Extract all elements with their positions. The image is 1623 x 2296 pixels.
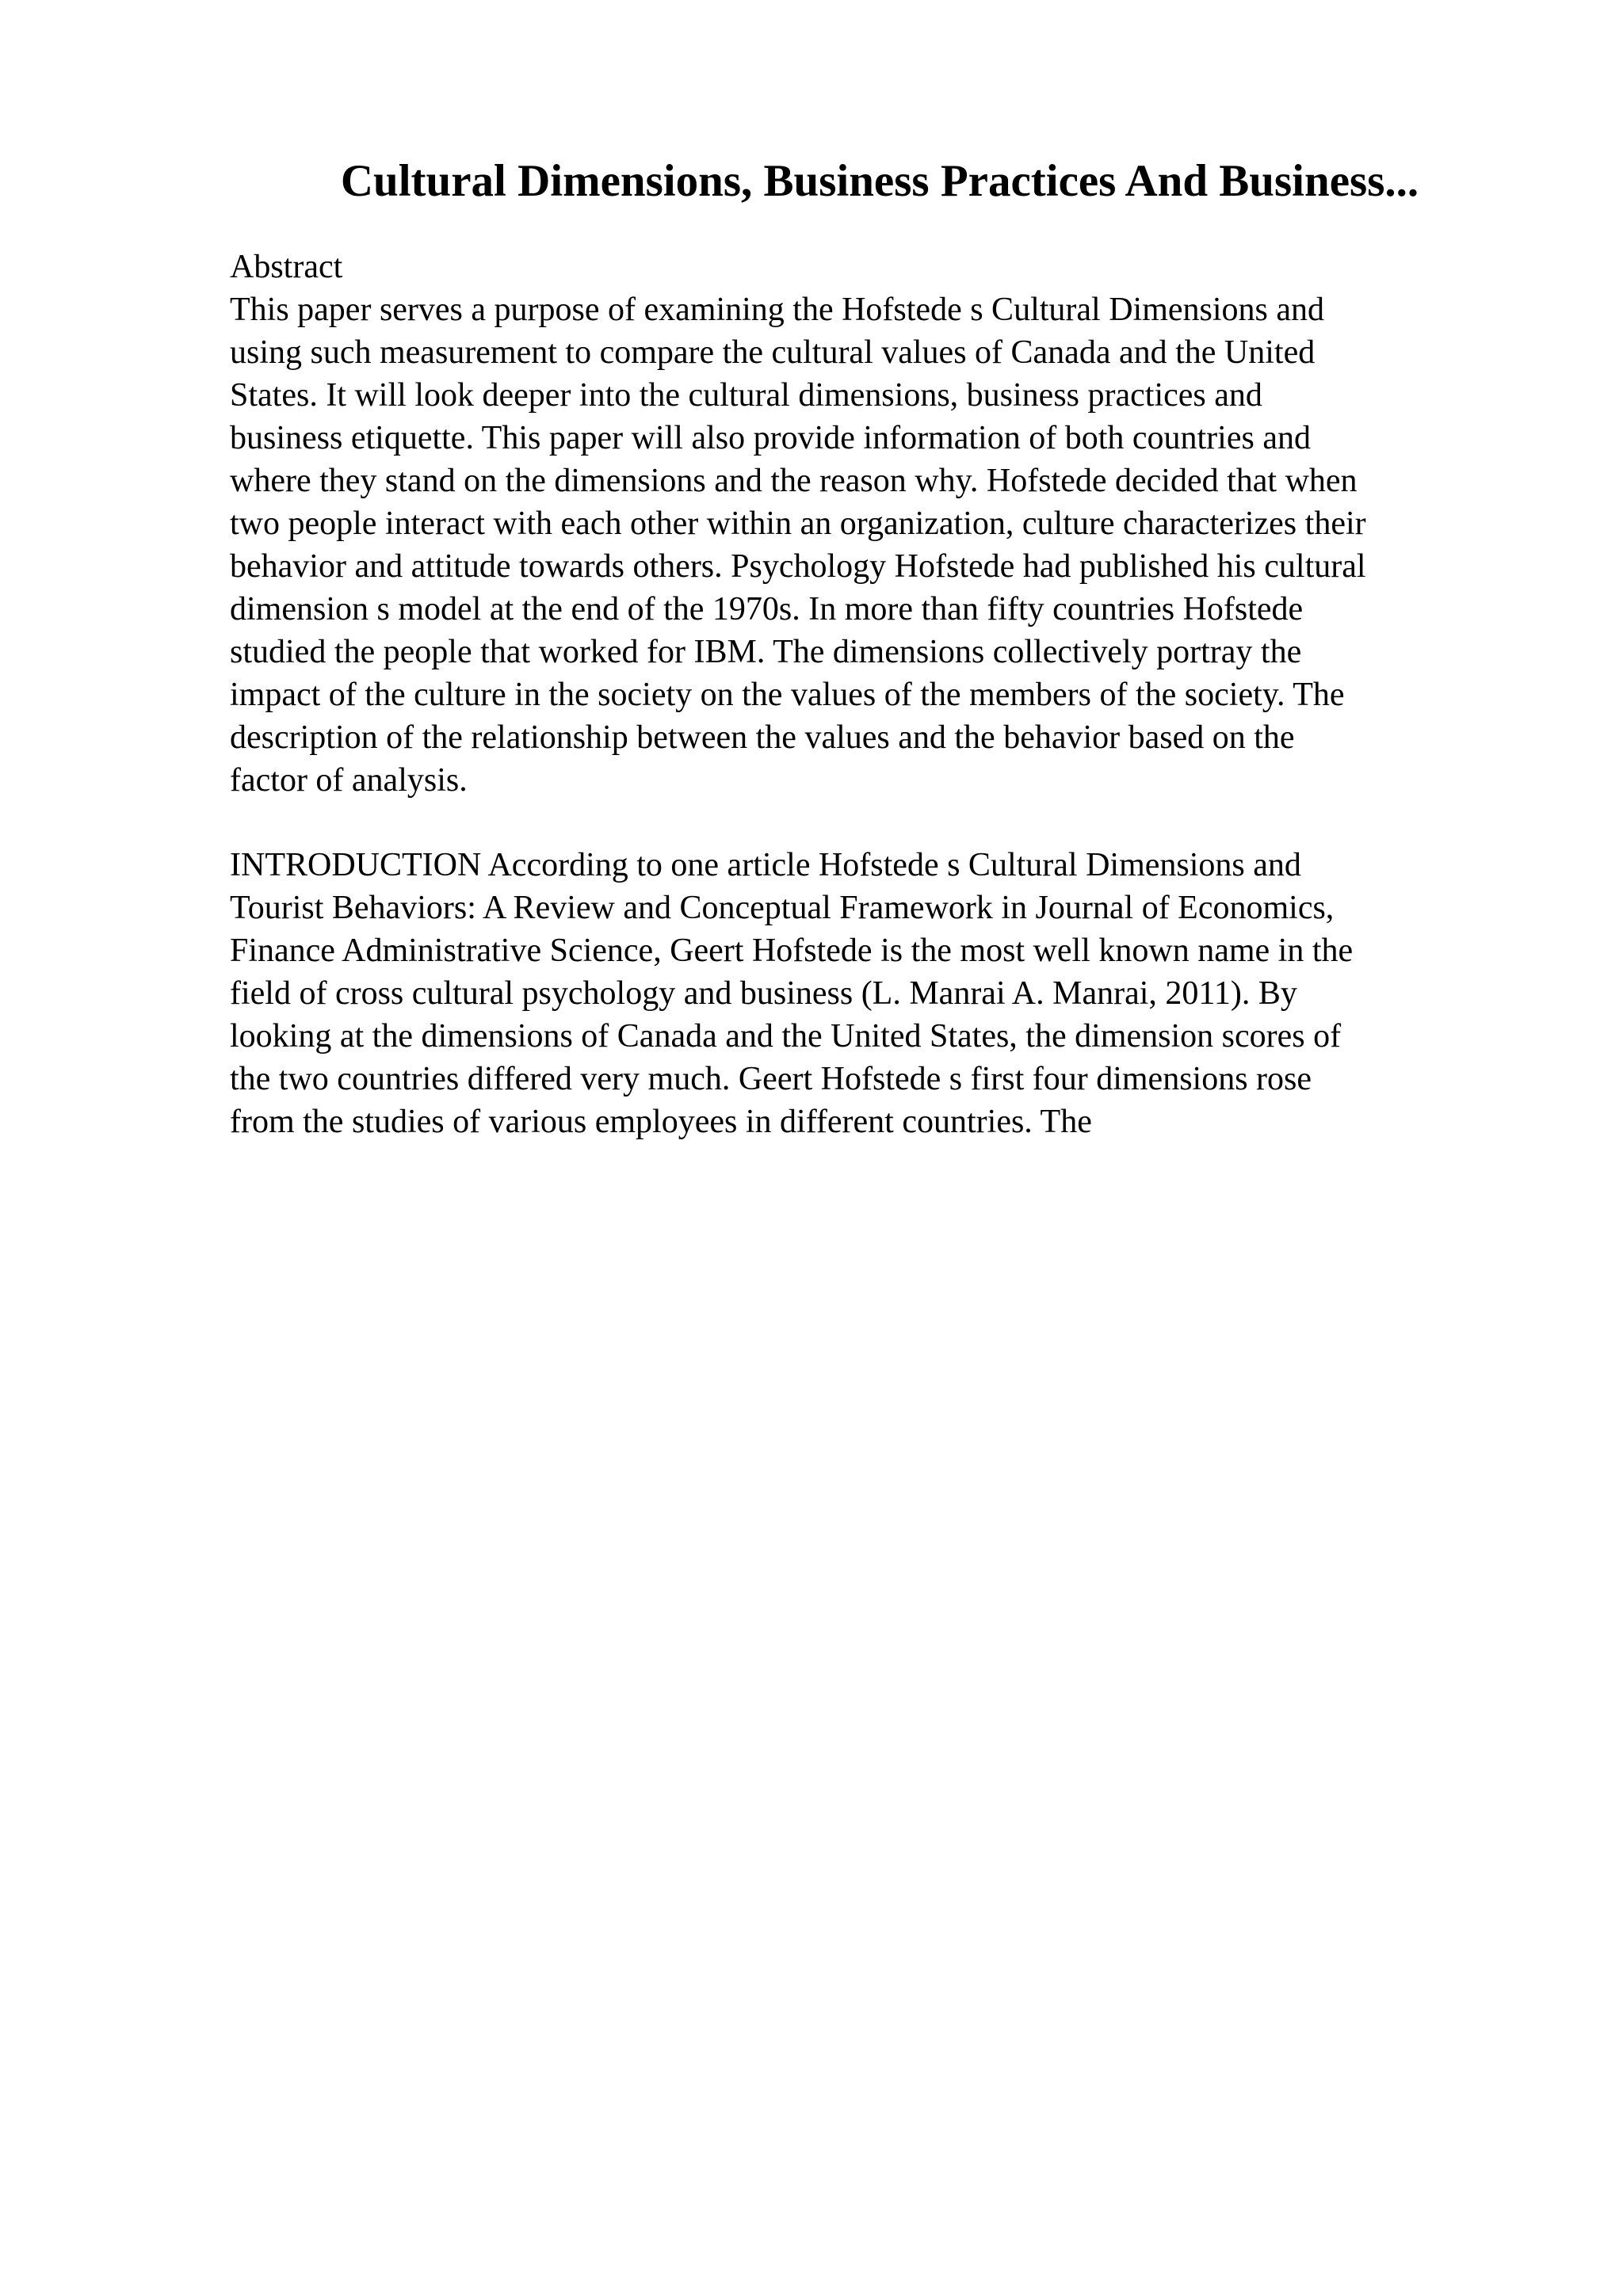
- abstract-line: using such measurement to compare the cultural values of Canada and the United: [230, 334, 1316, 371]
- introduction-line: field of cross cultural psychology and business (L. Manrai A. Manrai, 2011). By: [230, 975, 1297, 1012]
- introduction-section: [230, 844, 1498, 1143]
- introduction-line: looking at the dimensions of Canada and the United States, the dimension scores of: [230, 1018, 1342, 1055]
- abstract-line: factor of analysis.: [230, 762, 468, 799]
- abstract-line: studied the people that worked for IBM. The dimensions collectively portray the: [230, 634, 1302, 670]
- introduction-line: from the studies of various employees in different countries. The: [230, 1104, 1092, 1140]
- abstract-line: This paper serves a purpose of examining the Hofstede s Cultural Dimensions and: [230, 292, 1325, 328]
- introduction-line: INTRODUCTION According to one article Hofstede s Cultural Dimensions and: [230, 847, 1301, 883]
- document-title: Cultural Dimensions, Business Practices And Business...: [340, 156, 1419, 206]
- introduction-line: the two countries differed very much. Geert Hofstede s first four dimensions rose: [230, 1061, 1312, 1097]
- abstract-section: [230, 246, 1498, 802]
- abstract-line: behavior and attitude towards others. Psychology Hofstede had published his cultural: [230, 548, 1366, 585]
- abstract-line: two people interact with each other within an organization, culture characterizes their: [230, 505, 1366, 542]
- abstract-line: business etiquette. This paper will also provide information of both countries and: [230, 420, 1311, 456]
- abstract-line: description of the relationship between the values and the behavior based on the: [230, 719, 1295, 756]
- abstract-line: impact of the culture in the society on the values of the members of the society. The: [230, 677, 1345, 713]
- abstract-line: where they stand on the dimensions and the reason why. Hofstede decided that when: [230, 463, 1358, 499]
- abstract-line: dimension s model at the end of the 1970s. In more than fifty countries Hofstede: [230, 591, 1304, 627]
- abstract-line: States. It will look deeper into the cultural dimensions, business practices and: [230, 377, 1262, 414]
- abstract-heading: Abstract: [230, 249, 343, 285]
- introduction-line: Tourist Behaviors: A Review and Conceptual Framework in Journal of Economics,: [230, 890, 1335, 926]
- introduction-line: Finance Administrative Science, Geert Hofstede is the most well known name in the: [230, 933, 1354, 969]
